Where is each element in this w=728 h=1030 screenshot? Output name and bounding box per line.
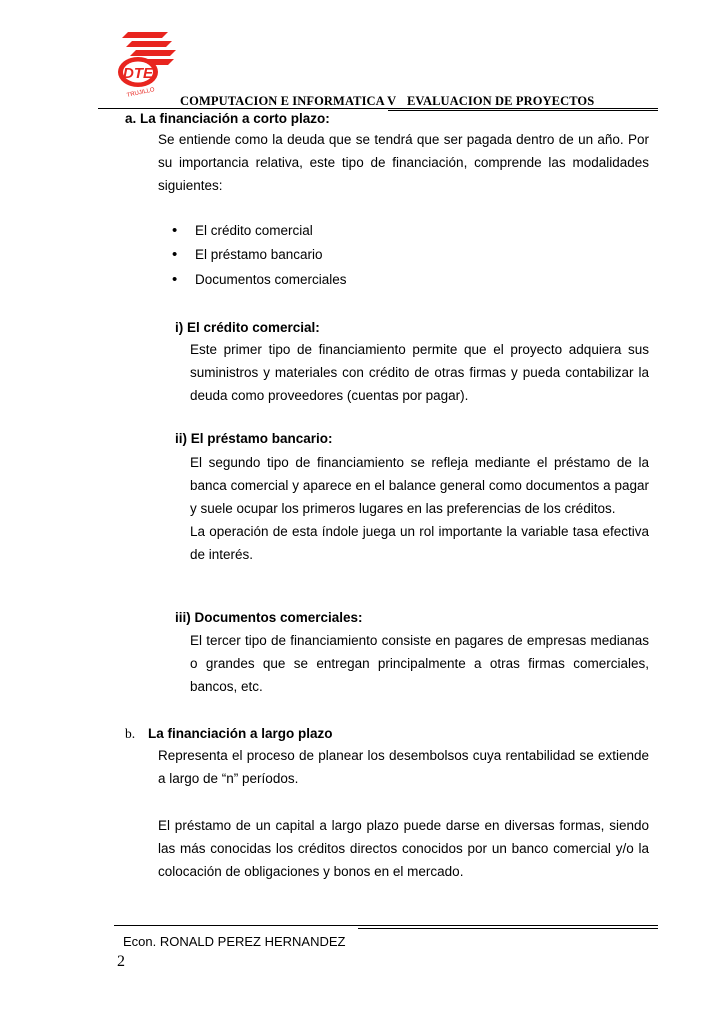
section-b-label: b. xyxy=(125,726,136,741)
header-divider-secondary xyxy=(388,110,658,111)
footer-divider xyxy=(114,925,658,926)
list-item-text: El préstamo bancario xyxy=(195,247,323,263)
subsection-ii-text-1: El segundo tipo de financiamiento se refleja mediante el préstamo de la banca comercial y aparece en el balance general como documentos a pagar y suele ocupar los primeros lugares en las preferencias de los créditos. xyxy=(190,455,649,516)
page-number: 2 xyxy=(117,953,125,970)
section-b-paragraph-1 xyxy=(158,744,649,790)
section-a-intro-text: Se entiende como la deuda que se tendrá que ser pagada dentro de un año. Por su importancia relativa, este tipo de financiación, comprende las modalidades siguientes: xyxy=(158,132,649,193)
section-a-title: a. La financiación a corto plazo: xyxy=(125,111,330,126)
subsection-i-text: Este primer tipo de financiamiento permite que el proyecto adquiera sus suministros y materiales con crédito de otras firmas y pueda contabilizar la deuda como proveedores (cuentas por pagar). xyxy=(190,342,649,403)
subsection-i-body xyxy=(190,338,649,407)
institution-logo xyxy=(108,28,178,100)
subsection-iii-text: El tercer tipo de financiamiento consiste en pagares de empresas medianas o grandes que se entregan principalmente a otras firmas comerciales, bancos, etc. xyxy=(190,633,649,694)
section-b-text-2: El préstamo de un capital a largo plazo puede darse en diversas formas, siendo las más conocidas los créditos directos conocidos por un banco comercial y/o la colocación de obligaciones y bonos en el mercado. xyxy=(158,818,649,879)
svg-text:DTE: DTE xyxy=(123,65,153,82)
section-b-text-1: Representa el proceso de planear los desembolsos cuya rentabilidad se extiende a largo de “n” períodos. xyxy=(158,748,649,786)
section-b-paragraph-2 xyxy=(158,814,649,883)
header-left-title: COMPUTACION E INFORMATICA V xyxy=(180,94,397,108)
logo-text: TRUJILLO xyxy=(126,87,156,99)
subsection-ii-text-2: La operación de esta índole juega un rol importante la variable tasa efectiva de interés. xyxy=(190,524,649,562)
footer-author: Econ. RONALD PEREZ HERNANDEZ xyxy=(123,934,346,949)
list-item-text: Documentos comerciales xyxy=(195,271,347,287)
subsection-iii-title: iii) Documentos comerciales: xyxy=(175,610,363,625)
subsection-i-title: i) El crédito comercial: xyxy=(175,320,320,335)
modalidades-list xyxy=(172,218,347,292)
header-right-title: EVALUACION DE PROYECTOS xyxy=(407,94,595,108)
subsection-iii-body xyxy=(190,629,649,698)
list-item: • Documentos comerciales xyxy=(172,270,347,288)
subsection-ii-title: ii) El préstamo bancario: xyxy=(175,431,333,446)
section-b-title: La financiación a largo plazo xyxy=(148,726,333,741)
list-item-text: El crédito comercial xyxy=(195,222,313,238)
subsection-ii-body xyxy=(190,451,649,566)
list-item: • El crédito comercial xyxy=(172,221,313,239)
section-a-intro xyxy=(158,128,649,197)
header-divider xyxy=(98,108,658,109)
logo-emblem xyxy=(108,28,178,100)
footer-divider-secondary xyxy=(358,928,658,929)
list-item: • El préstamo bancario xyxy=(172,246,323,264)
